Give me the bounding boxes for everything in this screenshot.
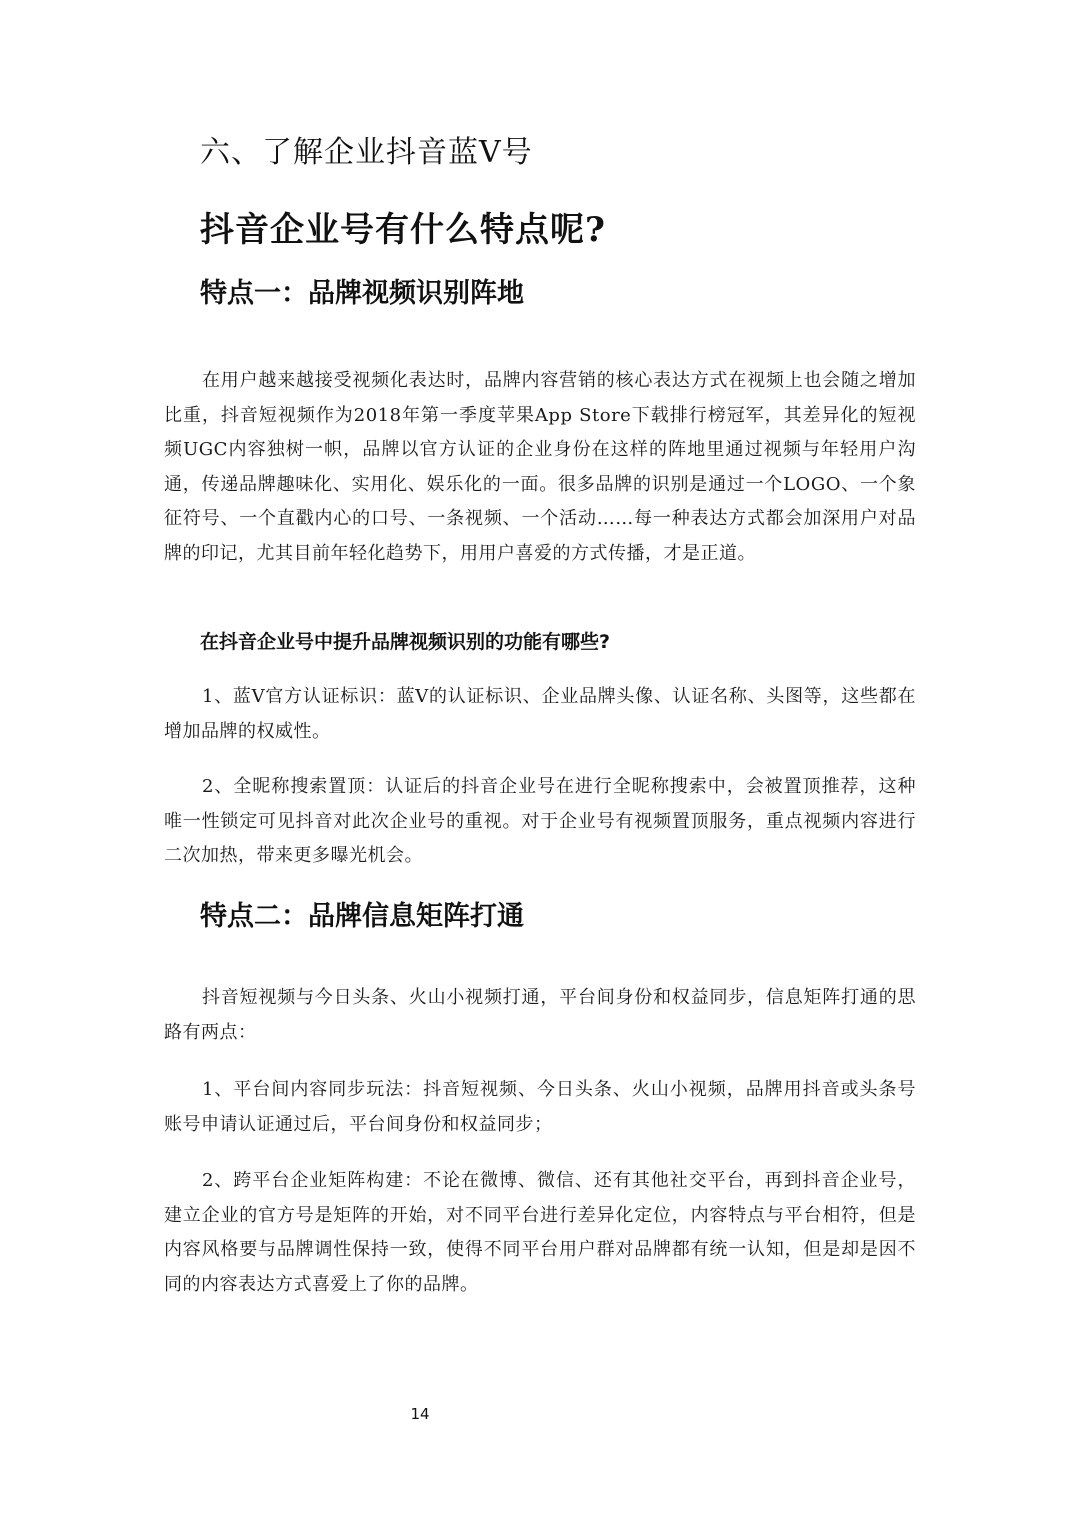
feature1-point2-paragraph: 2、全昵称搜索置顶：认证后的抖音企业号在进行全昵称搜索中，会被置顶推荐，这种唯一性锁定可见抖音对此次企业号的重视。对于企业号有视频置顶服务，重点视频内容进行二次加热，带来更多曝光机会。 xyxy=(164,776,916,866)
feature2-heading: 特点二：品牌信息矩阵打通 xyxy=(200,901,524,932)
feature1-subheading: 在抖音企业号中提升品牌视频识别的功能有哪些? xyxy=(200,631,611,653)
feature2-point2-paragraph: 2、跨平台企业矩阵构建：不论在微博、微信、还有其他社交平台，再到抖音企业号，建立企业的官方号是矩阵的开始，对不同平台进行差异化定位，内容特点与平台相符，但是内容风格要与品牌调性保持一致，使得不同平台用户群对品牌都有统一认知，但是却是因不同的内容表达方式喜爱上了你的品牌。 xyxy=(164,1170,916,1295)
feature1-intro-paragraph: 在用户越来越接受视频化表达时，品牌内容营销的核心表达方式在视频上也会随之增加比重，抖音短视频作为2018年第一季度苹果App Store下载排行榜冠军，其差异化的短视频UGC内容独树一帜，品牌以官方认证的企业身份在这样的阵地里通过视频与年轻用户沟通，传递品牌趣味化、实用化、娱乐化的一面。很多品牌的识别是通过一个LOGO、一个象征符号、一个直戳内心的口号、一条视频、一个活动……每一种表达方式都会加深用户对品牌的印记，尤其目前年轻化趋势下，用用户喜爱的方式传播，才是正道。 xyxy=(164,370,916,564)
question-title: 抖音企业号有什么特点呢? xyxy=(200,210,606,250)
page-number: 14 xyxy=(410,1405,430,1423)
chapter-title: 六、了解企业抖音蓝V号 xyxy=(200,135,533,170)
feature2-intro-paragraph: 抖音短视频与今日头条、火山小视频打通，平台间身份和权益同步，信息矩阵打通的思路有两点： xyxy=(164,987,916,1043)
feature2-point1-paragraph: 1、平台间内容同步玩法：抖音短视频、今日头条、火山小视频，品牌用抖音或头条号账号申请认证通过后，平台间身份和权益同步； xyxy=(164,1079,916,1135)
feature1-point1-paragraph: 1、蓝V官方认证标识：蓝V的认证标识、企业品牌头像、认证名称、头图等，这些都在增加品牌的权威性。 xyxy=(164,686,916,742)
feature1-heading: 特点一：品牌视频识别阵地 xyxy=(200,278,524,309)
